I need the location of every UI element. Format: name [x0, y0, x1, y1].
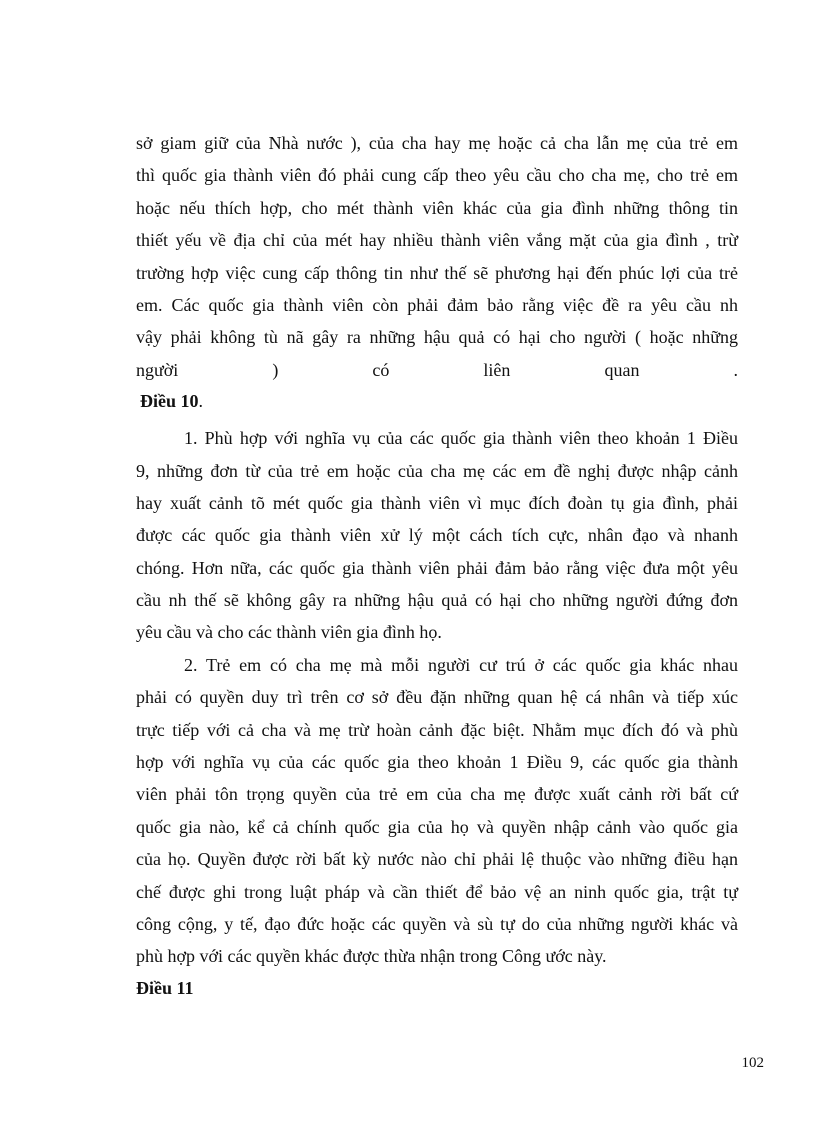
text-line: chế được ghi trong luật pháp và cần thiết để bảo vệ an ninh quốc gia, trật tự — [136, 881, 738, 902]
text-line: công cộng, y tế, đạo đức hoặc các quyền và sù tự do của những người khác và — [136, 913, 738, 934]
article-heading-10 — [136, 386, 738, 416]
text-line: em. Các quốc gia thành viên còn phải đảm bảo rằng việc đề ra yêu cầu nh — [136, 294, 738, 315]
text-line: trường hợp việc cung cấp thông tin như thế sẽ phương hại đến phúc lợi của trẻ — [136, 262, 738, 283]
text-line: trực tiếp với cả cha và mẹ trừ hoàn cảnh đặc biệt. Nhằm mục đích đó và phù — [136, 719, 738, 740]
text-line: người ) có liên quan . — [136, 359, 738, 380]
text-line: phải có quyền duy trì trên cơ sở đều đặn những quan hệ cá nhân và tiếp xúc — [136, 687, 738, 708]
article-10-clause-2 — [136, 649, 738, 973]
text-line: của họ. Quyền được rời bất kỳ nước nào chỉ phải lệ thuộc vào những điều hạn — [136, 849, 738, 870]
text-line: 2. Trẻ em có cha mẹ mà mỗi người cư trú ở các quốc gia khác nhau — [184, 654, 738, 675]
article-heading-11: Điều 11 — [136, 977, 194, 998]
document-body — [136, 127, 738, 1003]
text-line: hoặc nếu thích hợp, cho mét thành viên khác của gia đình những thông tin — [136, 197, 738, 218]
page-number: 102 — [741, 1055, 764, 1071]
text-line: 1. Phù hợp với nghĩa vụ của các quốc gia thành viên theo khoản 1 Điều — [184, 428, 738, 449]
text-line: hợp với nghĩa vụ của các quốc gia theo khoản 1 Điều 9, các quốc gia thành — [136, 752, 738, 773]
text-line: được các quốc gia thành viên xử lý một cách tích cực, nhân đạo và nhanh — [136, 525, 738, 546]
text-line: quốc gia nào, kể cả chính quốc gia của họ và quyền nhập cảnh vào quốc gia — [136, 816, 738, 837]
text-line: cầu nh thế sẽ không gây ra những hậu quả có hại cho những người đứng đơn — [136, 590, 738, 611]
paragraph-continuation — [136, 127, 738, 386]
text-line: viên phải tôn trọng quyền của trẻ em của cha mẹ được xuất cảnh rời bất cứ — [136, 784, 738, 805]
text-line: sở giam giữ của Nhà nước ), của cha hay mẹ hoặc cả cha lẫn mẹ của trẻ em — [136, 133, 738, 153]
text-line: hay xuất cảnh tõ mét quốc gia thành viên vì mục đích đoàn tụ gia đình, phải — [136, 492, 738, 513]
text-line: thì quốc gia thành viên đó phải cung cấp theo yêu cầu cho cha mẹ, cho trẻ em — [136, 165, 738, 186]
article-heading-10-text: Điều 10 — [140, 391, 199, 412]
text-line: thiết yếu về địa chỉ của mét hay nhiều thành viên vắng mặt của gia đình , trừ — [136, 230, 738, 251]
text-line: phù hợp với các quyền khác được thừa nhận trong Công ước này. — [136, 946, 607, 967]
article-10-clause-1 — [136, 422, 738, 649]
text-line: vậy phải không tù nã gây ra những hậu quả có hại cho người ( hoặc những — [136, 327, 738, 348]
text-line: chóng. Hơn nữa, các quốc gia thành viên phải đảm bảo rằng việc đưa một yêu — [136, 557, 738, 578]
text-line: 9, những đơn từ của trẻ em hoặc của cha mẹ các em đề nghị được nhập cảnh — [136, 460, 738, 481]
text-line: yêu cầu và cho các thành viên gia đình họ. — [136, 622, 442, 643]
article-heading-10-suffix: . — [198, 391, 203, 412]
